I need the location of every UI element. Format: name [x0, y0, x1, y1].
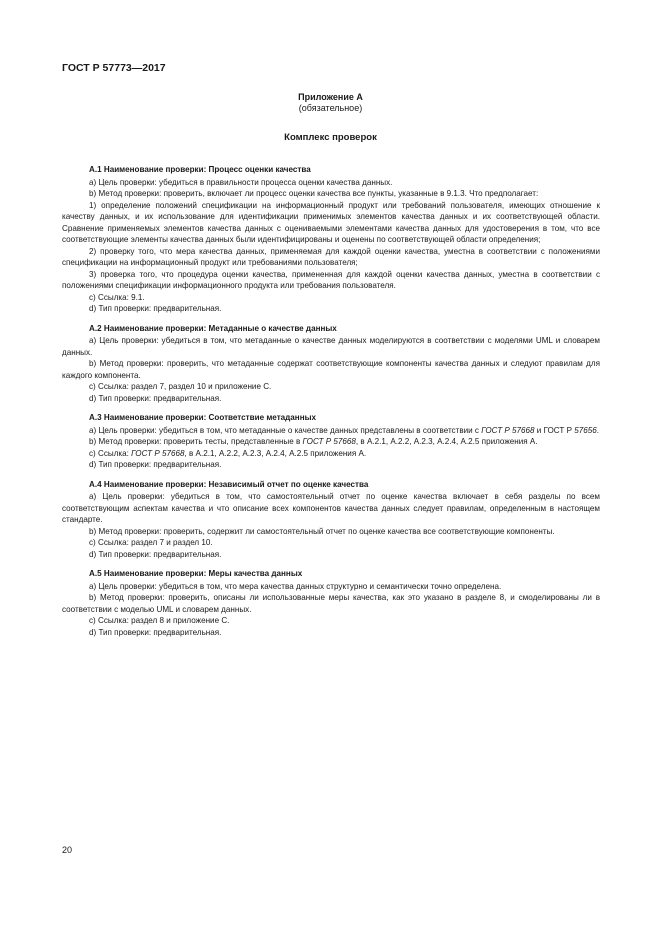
appendix-status: (обязательное) — [298, 103, 363, 113]
paragraph: d) Тип проверки: предварительная. — [89, 460, 222, 469]
paragraph: d) Тип проверки: предварительная. — [89, 304, 222, 313]
paragraph: 2) проверку того, что мера качества данных, применяемая для каждой оценки качества, уместна в соответствии с положениями спецификации на информационный продукт или требованиями пользователя; — [62, 246, 600, 267]
paragraph: d) Тип проверки: предварительная. — [89, 549, 222, 559]
section-title: А.4 Наименование проверки: Независимый отчет по оценке качества — [89, 479, 369, 489]
main-heading: Комплекс проверок — [284, 132, 377, 143]
section-title: А.3 Наименование проверки: Соответствие метаданных — [89, 413, 316, 422]
paragraph: b) Метод проверки: проверить тесты, представленные в ГОСТ Р 57668, в А.2.1, А.2.2, А.2.3, А.2.4, А.2.5 приложения А. — [89, 437, 538, 446]
appendix-title: Приложение А — [298, 92, 363, 102]
paragraph: а) Цель проверки: убедиться в том, что метаданные о качестве данных представлены в соответствии с ГОСТ Р 57668 и ГОСТ Р 57656. — [89, 425, 599, 435]
paragraph: b) Метод проверки: проверить, что метаданные содержат соответствующие компоненты качества данных и следуют правилам для каждого компонента. — [62, 359, 600, 380]
document-body — [62, 164, 600, 646]
section-title: А.2 Наименование проверки: Метаданные о качестве данных — [89, 323, 337, 333]
paragraph: а) Цель проверки: убедиться в том, что мера качества данных структурно и семантически точно определена. — [89, 581, 502, 591]
section-title: А.1 Наименование проверки: Процесс оценки качества — [89, 165, 311, 174]
paragraph: с) Ссылка: раздел 8 и приложение С. — [89, 616, 230, 625]
section-a4 — [62, 479, 600, 561]
appendix-caption — [0, 92, 661, 114]
section-a5 — [62, 568, 600, 638]
paragraph: с) Ссылка: 9.1. — [89, 292, 145, 302]
reference-italic: 57656 — [574, 425, 597, 435]
paragraph: d) Тип проверки: предварительная. — [89, 627, 222, 637]
section-a3 — [62, 412, 600, 471]
paragraph: 3) проверка того, что процедура оценки качества, примененная для каждой оценки качества данных, уместна в соответствии с положениями спецификации информационного продукта или требования пользователя. — [62, 269, 600, 290]
paragraph: с) Ссылка: раздел 7, раздел 10 и приложение С. — [89, 382, 272, 391]
paragraph: b) Метод проверки: проверить, включает ли процесс оценки качества все пункты, указанные в 9.1.3. Что предполагает: — [89, 189, 539, 198]
paragraph: а) Цель проверки: убедиться в том, что метаданные о качестве данных моделируются в соответствии с моделями UML и словарем данных. — [62, 336, 600, 357]
section-title: А.5 Наименование проверки: Меры качества данных — [89, 569, 303, 578]
reference-italic: ГОСТ Р 57668 — [131, 448, 185, 458]
reference-italic: ГОСТ Р 57668 — [481, 425, 535, 435]
section-a2 — [62, 323, 600, 405]
paragraph: 1) определение положений спецификации на информационный продукт или требований пользователя, имеющих отношение к качеству данных, и их использование для идентификации применимых элементов качества данных и их соответствующей области. Сравнение применяемых элементов качества данных с оцениваемыми элементами качества данных для удостоверения в том, что все соответствующие элементы качества данных были идентифицированы и оценены по соответствующей области определения; — [62, 200, 600, 244]
paragraph: b) Метод проверки: проверить, содержит ли самостоятельный отчет по оценке качества все соответствующие компоненты. — [89, 526, 555, 536]
paragraph: b) Метод проверки: проверить, описаны ли использованные меры качества, как это указано в разделе 8, и смоделированы ли в соответствии с моделью UML и словарем данных. — [62, 593, 600, 614]
section-a1 — [62, 164, 600, 315]
page-number: 20 — [62, 845, 73, 855]
paragraph: а) Цель проверки: убедиться в том, что самостоятельный отчет по оценке качества включает в себя разделы по всем соответствующим аспектам качества и что описание всех компонентов качества данных следует правилам, определенным в настоящем стандарте. — [62, 492, 600, 524]
document-header: ГОСТ Р 57773—2017 — [62, 62, 166, 74]
paragraph: с) Ссылка: ГОСТ Р 57668, в А.2.1, А.2.2, А.2.3, А.2.4, А.2.5 приложения А. — [89, 448, 367, 458]
paragraph: с) Ссылка: раздел 7 и раздел 10. — [89, 538, 213, 547]
paragraph: а) Цель проверки: убедиться в правильности процесса оценки качества данных. — [89, 177, 393, 187]
reference-italic: ГОСТ Р 57668 — [302, 437, 356, 446]
paragraph: d) Тип проверки: предварительная. — [89, 393, 222, 403]
